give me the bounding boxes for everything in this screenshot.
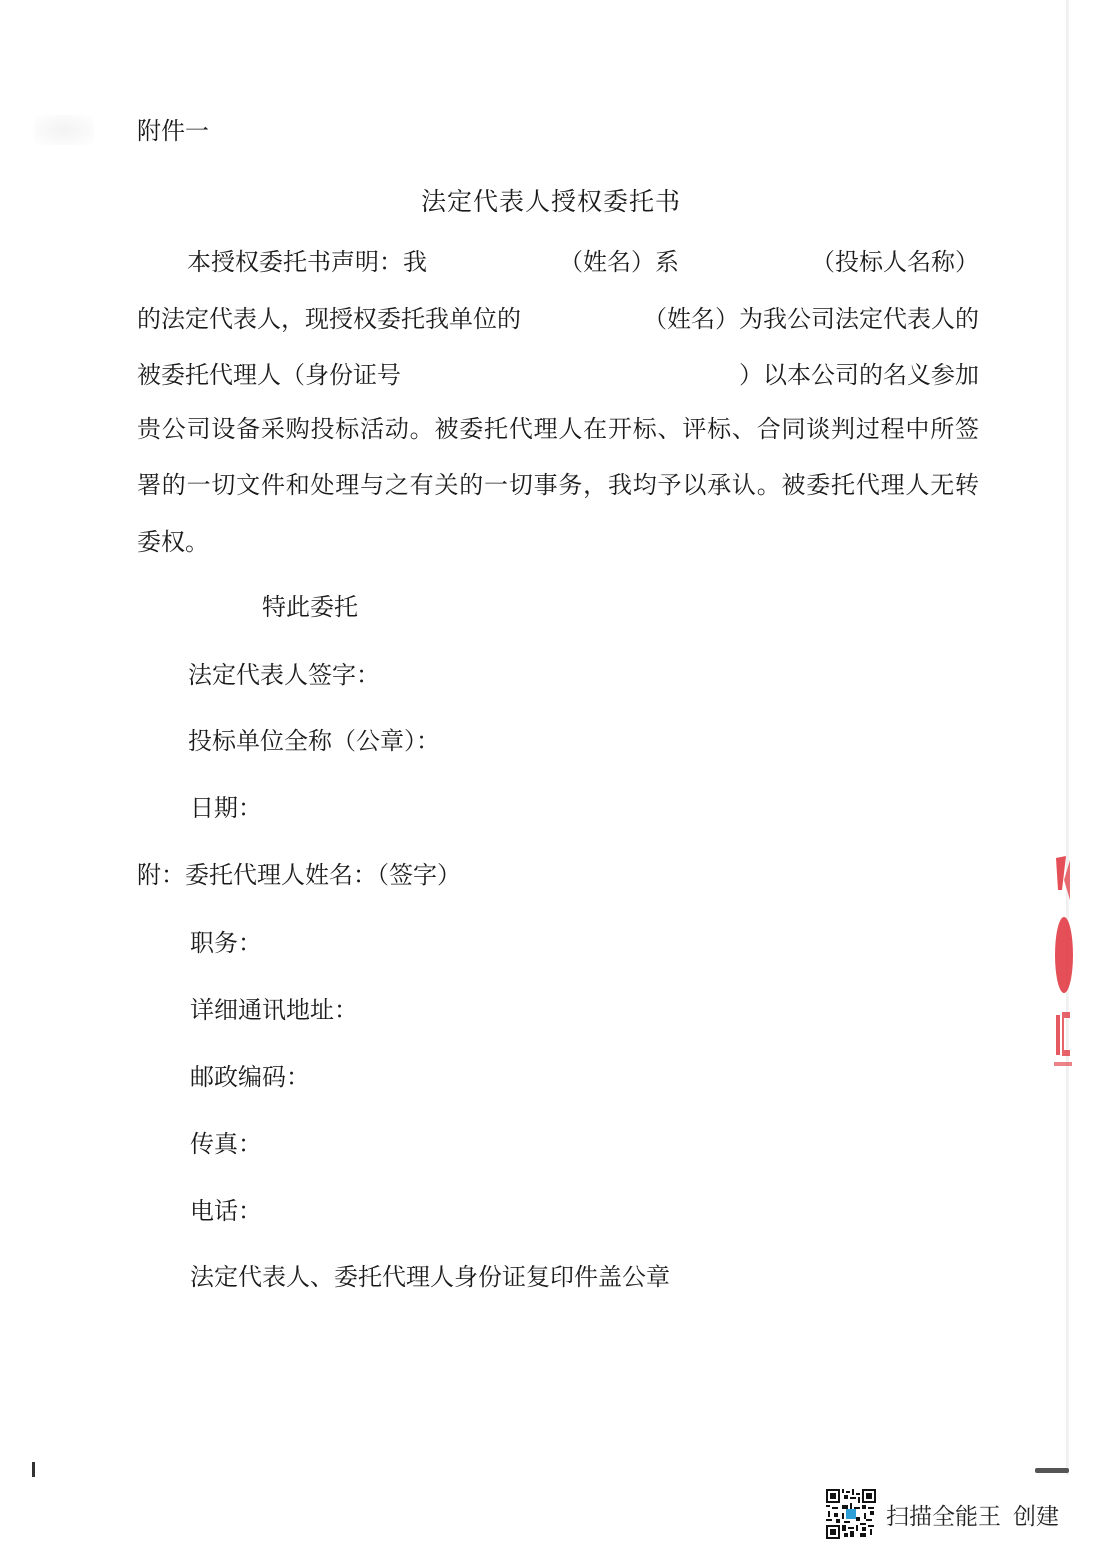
scan-smudge [34,115,94,145]
body-line-2-a: 的法定代表人，现授权委托我单位的 [137,305,521,333]
scanner-action: 创建 [1013,1503,1059,1530]
body-line-6: 委权。 [137,528,209,556]
body-line-3 [137,360,979,390]
document-title: 法定代表人授权委托书 [420,187,681,216]
scanner-app-name: 扫描全能王 [886,1503,1001,1530]
red-seal-fragment [1050,850,1074,1070]
body-line-4: 贵公司设备采购投标活动。被委托代理人在开标、评标、合同谈判过程中所签 [137,415,979,443]
bidder-full-name-label: 投标单位全称（公章）： [188,727,440,755]
attachment-label: 附件一 [137,117,209,145]
scanner-watermark [826,1489,1059,1539]
body-line-1-c: （投标人名称） [811,248,979,276]
scan-edge-mark [1035,1468,1069,1473]
agent-name-label: 附：委托代理人姓名：（签字） [137,861,461,889]
phone-label: 电话： [190,1197,262,1225]
fax-label: 传真： [190,1130,262,1158]
body-line-2-b: （姓名）为我公司法定代表人的 [643,305,979,333]
id-copies-note: 法定代表人、委托代理人身份证复印件盖公章 [190,1263,670,1291]
body-line-3-b: ）以本公司的名义参加 [739,361,979,389]
scan-margin-mark [32,1462,35,1477]
seal-fragment-icon [1050,850,1074,1070]
body-line-2 [137,304,979,334]
address-label: 详细通讯地址： [190,996,358,1024]
postal-code-label: 邮政编码： [190,1063,310,1091]
body-line-3-a: 被委托代理人（身份证号 [137,361,401,389]
date-label: 日期： [190,794,262,822]
qr-code-icon [826,1489,876,1539]
body-line-1 [187,247,979,277]
hereby-entrust: 特此委托 [262,593,358,621]
position-label: 职务： [190,929,262,957]
body-line-5: 署的一切文件和处理与之有关的一切事务，我均予以承认。被委托代理人无转 [137,471,979,499]
legal-rep-signature-label: 法定代表人签字： [188,661,380,689]
body-line-1-a: 本授权委托书声明：我 [187,248,427,276]
scanner-watermark-text [886,1498,1059,1531]
body-line-1-b: （姓名）系 [559,248,679,276]
scan-page-edge [1066,0,1069,1475]
